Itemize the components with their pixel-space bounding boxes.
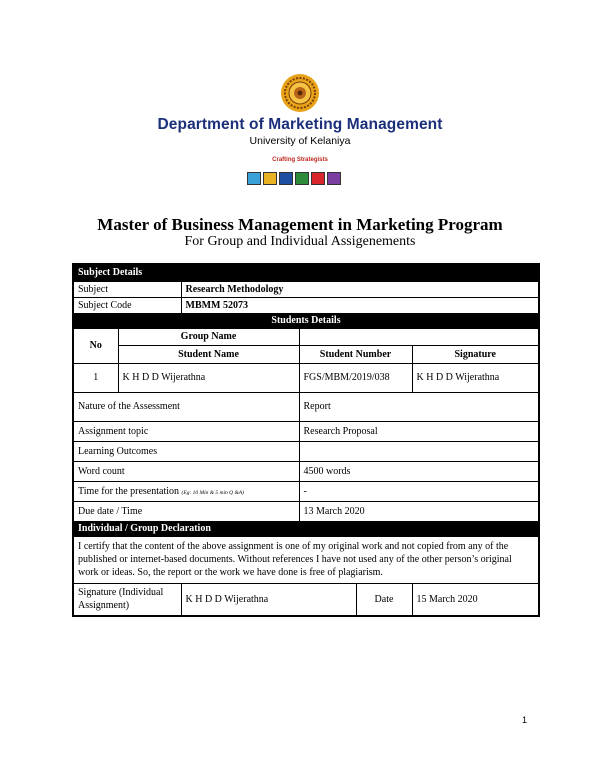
no-header: No	[73, 328, 118, 363]
nature-label: Nature of the Assessment	[73, 392, 299, 421]
subject-code-value: MBMM 52073	[181, 297, 539, 313]
outcomes-row	[73, 441, 539, 461]
department-name: Department of Marketing Management	[157, 116, 443, 133]
declaration-text-row	[73, 536, 539, 583]
student-name: K H D D Wijerathna	[118, 363, 299, 392]
department-strip-icon	[247, 172, 261, 185]
department-strip-icon	[295, 172, 309, 185]
student-number: FGS/MBM/2019/038	[299, 363, 412, 392]
nature-row	[73, 392, 539, 421]
declaration-signature-value: K H D D Wijerathna	[181, 583, 356, 616]
group-name-value	[299, 328, 539, 345]
due-date-row	[73, 501, 539, 521]
wordcount-label: Word count	[73, 461, 299, 481]
students-details-heading: Students Details	[73, 313, 539, 328]
page-subtitle: For Group and Individual Assigenements	[184, 234, 416, 249]
presentation-time-row	[73, 481, 539, 501]
student-signature: K H D D Wijerathna	[412, 363, 539, 392]
presentation-time-label	[73, 481, 299, 501]
department-strip-icon	[279, 172, 293, 185]
subject-details-heading: Subject Details	[73, 264, 539, 281]
subject-value: Research Methodology	[181, 281, 539, 297]
page-number: 1	[522, 715, 528, 725]
topic-label: Assignment topic	[73, 421, 299, 441]
student-name-header: Student Name	[118, 345, 299, 363]
topic-row	[73, 421, 539, 441]
department-strip-icon	[327, 172, 341, 185]
presentation-time-label-text: Time for the presentation	[78, 485, 180, 497]
outcomes-label: Learning Outcomes	[73, 441, 299, 461]
signature-header: Signature	[412, 345, 539, 363]
declaration-text: I certify that the content of the above assignment is one of my original work and not copied from any of the published or internet-based documents. Without references I have not used any of the other person’s original work or ideas. So, the report or the work we have done is free of plagiarism.	[73, 536, 539, 583]
student-row	[73, 363, 539, 392]
assignment-cover-table	[72, 263, 540, 617]
department-strip-icon	[311, 172, 325, 185]
student-columns-header-row	[73, 345, 539, 363]
presentation-time-value: -	[299, 481, 539, 501]
wordcount-value: 4500 words	[299, 461, 539, 481]
subject-row	[73, 281, 539, 297]
declaration-signature-row	[73, 583, 539, 616]
department-strip-icon	[263, 172, 277, 185]
declaration-heading: Individual / Group Declaration	[73, 521, 539, 536]
university-seal-logo	[280, 73, 320, 113]
group-name-header: Group Name	[118, 328, 299, 345]
declaration-date-label: Date	[356, 583, 412, 616]
outcomes-value	[299, 441, 539, 461]
due-date-label: Due date / Time	[73, 501, 299, 521]
presentation-time-note: (Eg: 10 Min & 5 min Q &A)	[181, 489, 244, 496]
subject-code-label: Subject Code	[73, 297, 181, 313]
declaration-signature-label: Signature (Individual Assignment)	[73, 583, 181, 616]
due-date-value: 13 March 2020	[299, 501, 539, 521]
declaration-header-row	[73, 521, 539, 536]
tagline: Crafting Strategists	[272, 157, 328, 163]
subject-details-header-row	[73, 264, 539, 281]
declaration-date-value: 15 March 2020	[412, 583, 539, 616]
page-title: Master of Business Management in Marketing Program	[97, 215, 503, 234]
group-name-row	[73, 328, 539, 345]
university-name: University of Kelaniya	[249, 135, 351, 147]
students-details-header-row	[73, 313, 539, 328]
department-icon-strip	[247, 172, 341, 185]
student-number-header: Student Number	[299, 345, 412, 363]
subject-label: Subject	[73, 281, 181, 297]
subject-code-row	[73, 297, 539, 313]
topic-value: Research Proposal	[299, 421, 539, 441]
nature-value: Report	[299, 392, 539, 421]
student-no: 1	[73, 363, 118, 392]
wordcount-row	[73, 461, 539, 481]
